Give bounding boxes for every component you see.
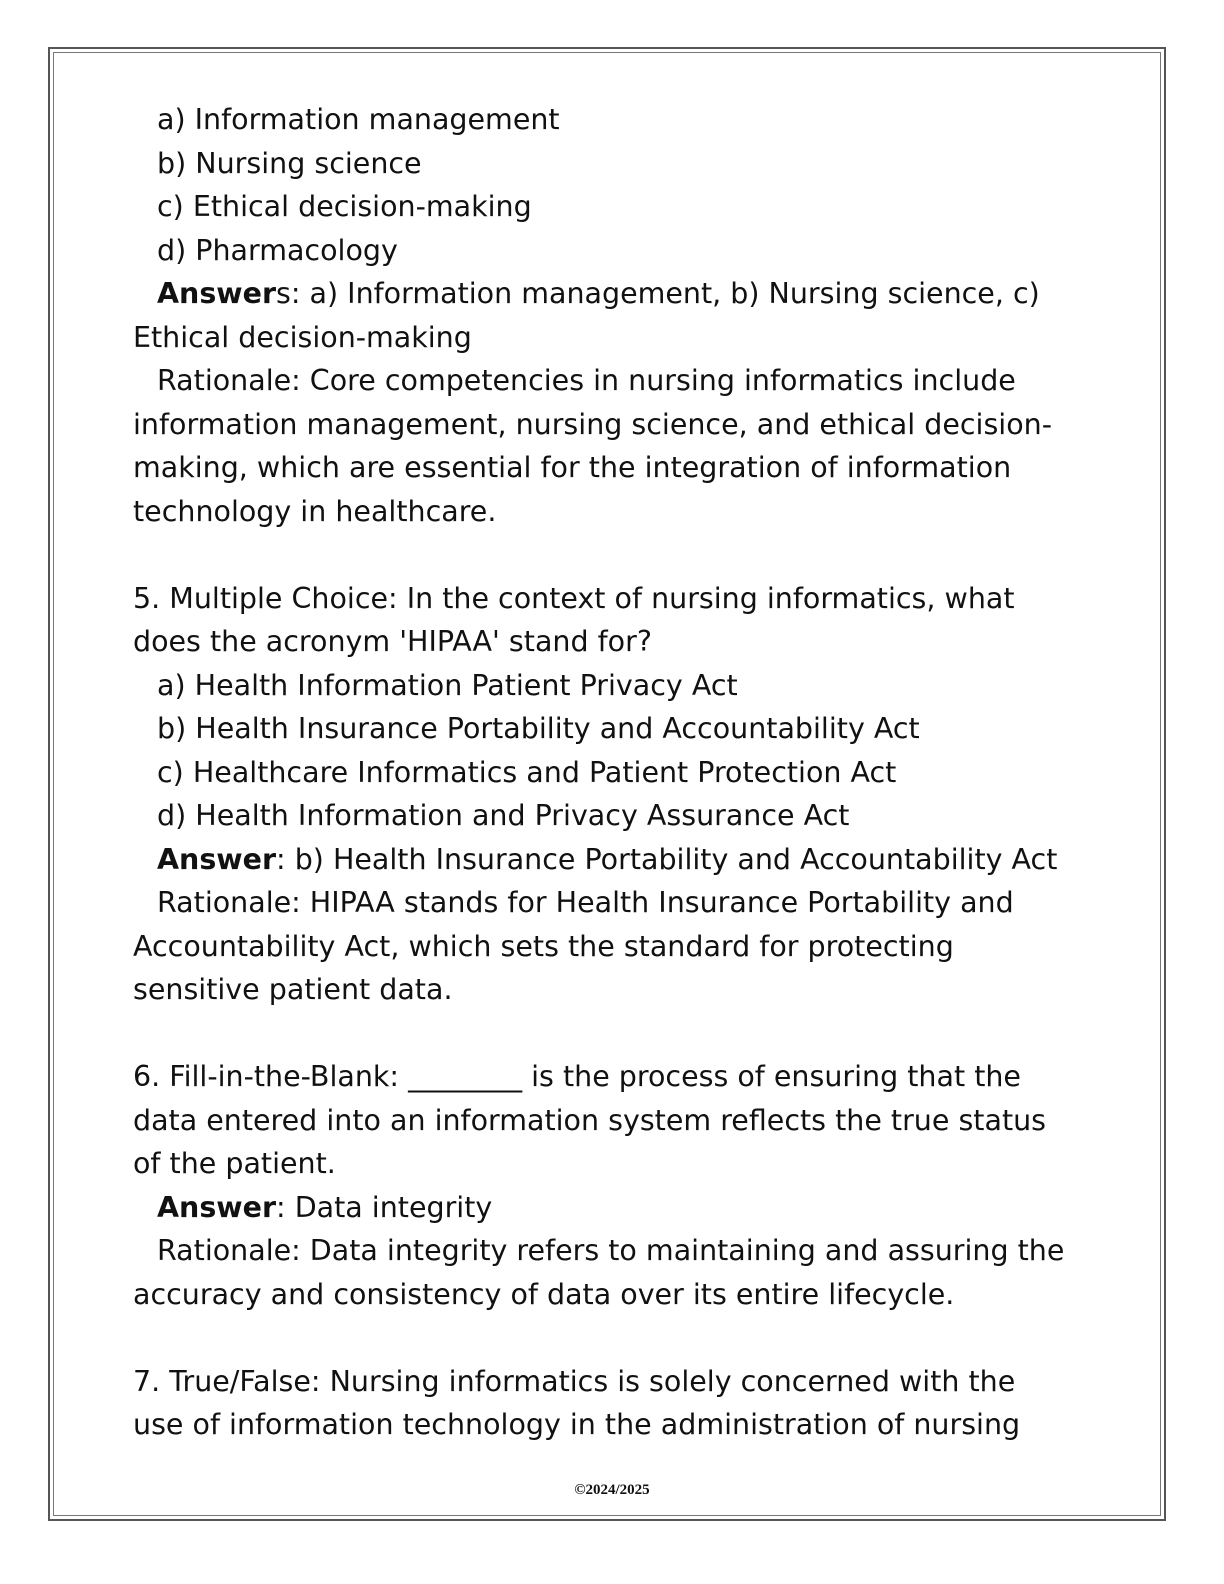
q4-answer-continued: Ethical decision-making [133,320,472,354]
q7-question-line-1: 7. True/False: Nursing informatics is solely concerned with the [133,1364,1016,1398]
q6-answer [133,1186,1093,1230]
q4-rationale-line-2: information management, nursing science, and ethical decision- [133,407,1052,441]
q5-question-line-1: 5. Multiple Choice: In the context of nursing informatics, what [133,581,1015,615]
q5-question-line-2: does the acronym 'HIPAA' stand for? [133,625,652,658]
q4-answer-text: s: a) Information management, b) Nursing science, c) [276,277,1040,310]
q5-answer [133,838,1093,882]
q6-rationale-line-2: accuracy and consistency of data over its entire lifecycle. [133,1277,955,1311]
q6-question-line-1: 6. Fill-in-the-Blank: ________ is the process of ensuring that the [133,1060,1021,1093]
q6-question-line-3: of the patient. [133,1147,336,1180]
q5-answer-text: : b) Health Insurance Portability and Accountability Act [276,842,1058,876]
q4-rationale-line-3: making, which are essential for the integration of information [133,451,1012,484]
q4-rationale-line-4: technology in healthcare. [133,494,497,528]
q4-option-a: a) Information management [157,103,560,136]
answer-label: Answer [157,842,277,876]
q6-answer-text: : Data integrity [276,1190,493,1224]
q5-rationale-line-1: Rationale: HIPAA stands for Health Insurance Portability and [157,886,1014,919]
q4-option-b: b) Nursing science [157,146,422,180]
q4-rationale-line-1: Rationale: Core competencies in nursing informatics include [157,364,1016,397]
q5-option-d: d) Health Information and Privacy Assurance Act [157,799,850,832]
q5-rationale-line-2: Accountability Act, which sets the standard for protecting [133,929,954,963]
q4-option-c: c) Ethical decision-making [157,190,532,223]
answer-label: Answer [157,277,277,310]
copyright-footer: ©2024/2025 [574,1482,650,1498]
answer-label: Answer [157,1190,277,1224]
q6-question-line-2: data entered into an information system reflects the true status [133,1103,1047,1137]
q6-rationale-line-1: Rationale: Data integrity refers to maintaining and assuring the [157,1234,1065,1267]
q5-option-b: b) Health Insurance Portability and Accountability Act [157,712,920,745]
q4-answer [133,272,1093,316]
q5-rationale-line-3: sensitive patient data. [133,973,453,1006]
q5-option-c: c) Healthcare Informatics and Patient Protection Act [157,755,897,789]
q7-question-line-2: use of information technology in the administration of nursing [133,1408,1021,1441]
document-body [133,98,1093,1447]
q4-option-d: d) Pharmacology [157,233,398,267]
q5-option-a: a) Health Information Patient Privacy Act [157,668,738,702]
